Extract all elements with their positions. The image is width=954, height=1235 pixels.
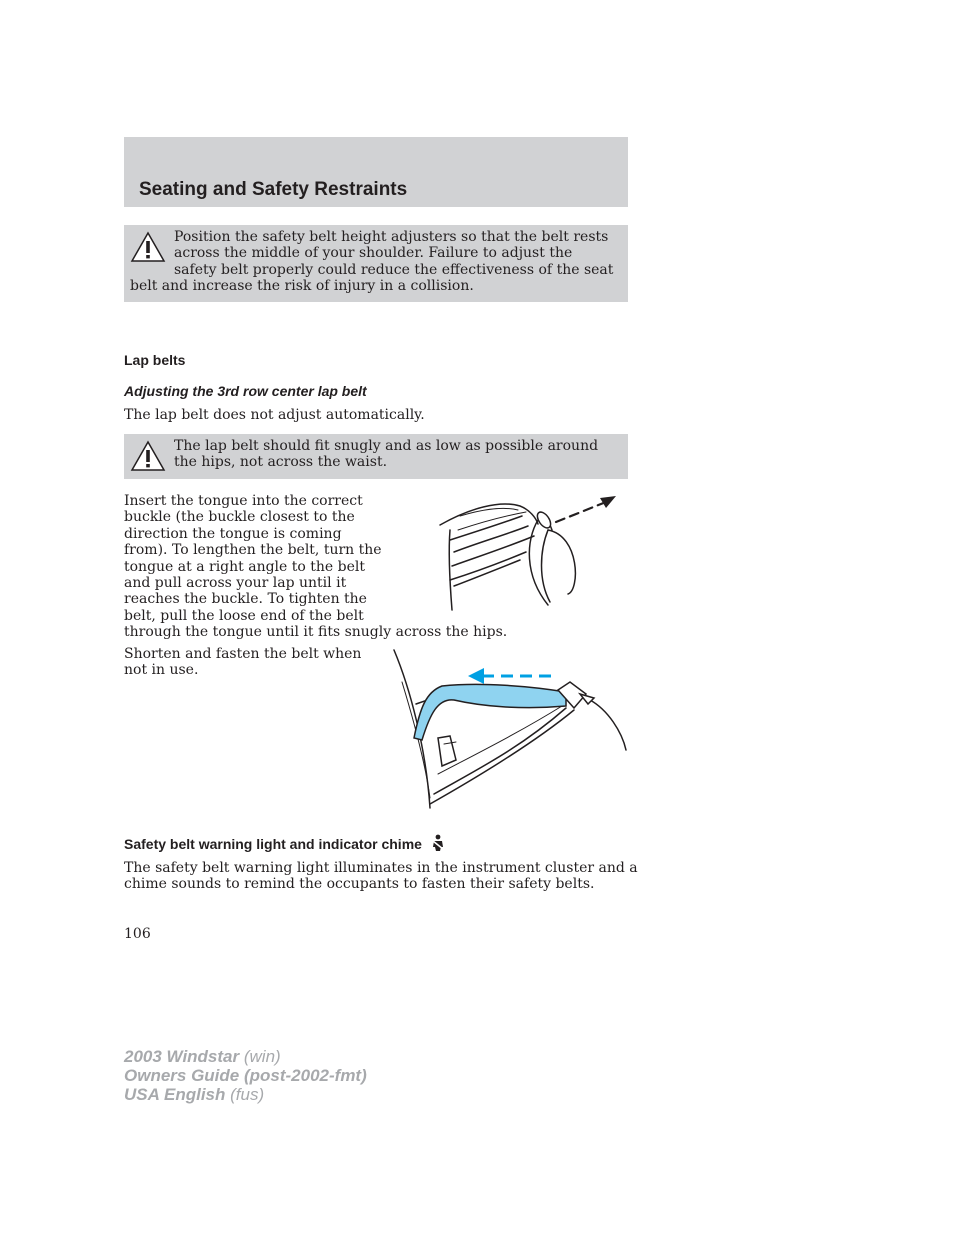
- text-line: buckle (the buckle closest to the: [124, 509, 355, 526]
- adjust-lap-belt-subheading: Adjusting the 3rd row center lap belt: [124, 383, 367, 399]
- text-line: tongue at a right angle to the belt: [124, 558, 366, 575]
- warning-light-heading-text: Safety belt warning light and indicator chime: [124, 836, 422, 852]
- warning-text: Position the safety belt height adjusters so that the belt rests across the middle of your shoulder. Failure to adjust the safety belt properly could reduce the effectiveness of the seat belt and increase the risk of injury in a collision.: [130, 229, 614, 295]
- belt-tongue-illustration: [430, 490, 630, 615]
- seatbelt-icon: [430, 834, 446, 852]
- footer-model-code: (win): [243, 1047, 281, 1066]
- footer-line-3: [124, 1085, 367, 1104]
- text-line: belt, pull the loose end of the belt: [124, 607, 364, 624]
- footer-line-2: Owners Guide (post-2002-fmt): [124, 1066, 367, 1085]
- warning-light-paragraph: [124, 860, 638, 893]
- footer-language-code: (fus): [230, 1085, 265, 1104]
- footer-model: 2003 Windstar: [124, 1047, 240, 1066]
- section-header: [124, 137, 628, 207]
- text-line: chime sounds to remind the occupants to fasten their safety belts.: [124, 876, 595, 893]
- text-line: not in use.: [124, 662, 199, 679]
- warning-text: The lap belt should fit snugly and as low as possible around the hips, not across the waist.: [174, 438, 599, 471]
- text-line: direction the tongue is coming: [124, 525, 342, 542]
- warning-box-lap-belt-fit: [124, 434, 628, 479]
- text-line: reaches the buckle. To tighten the: [124, 591, 367, 608]
- lap-belts-heading: Lap belts: [124, 352, 186, 368]
- lap-belt-intro: The lap belt does not adjust automatically.: [124, 407, 425, 423]
- text-line: Shorten and fasten the belt when: [124, 646, 362, 662]
- text-line: from). To lengthen the belt, turn the: [124, 542, 382, 559]
- document-footer: [124, 1047, 367, 1104]
- text-line: The safety belt warning light illuminates in the instrument cluster and a: [124, 860, 638, 876]
- warning-light-heading: [124, 834, 446, 852]
- warning-icon: [130, 440, 166, 472]
- warning-icon: [130, 231, 166, 263]
- warning-box-belt-height: [124, 225, 628, 302]
- text-line: Insert the tongue into the correct: [124, 493, 363, 509]
- text-line: and pull across your lap until it: [124, 575, 347, 592]
- text-line: through the tongue until it fits snugly across the hips.: [124, 624, 508, 641]
- page-number: 106: [124, 926, 151, 942]
- belt-shorten-illustration: [390, 648, 630, 810]
- shorten-belt-paragraph: [124, 646, 361, 679]
- footer-language: USA English: [124, 1085, 226, 1104]
- footer-line-1: [124, 1047, 367, 1066]
- section-title: Seating and Safety Restraints: [139, 179, 408, 200]
